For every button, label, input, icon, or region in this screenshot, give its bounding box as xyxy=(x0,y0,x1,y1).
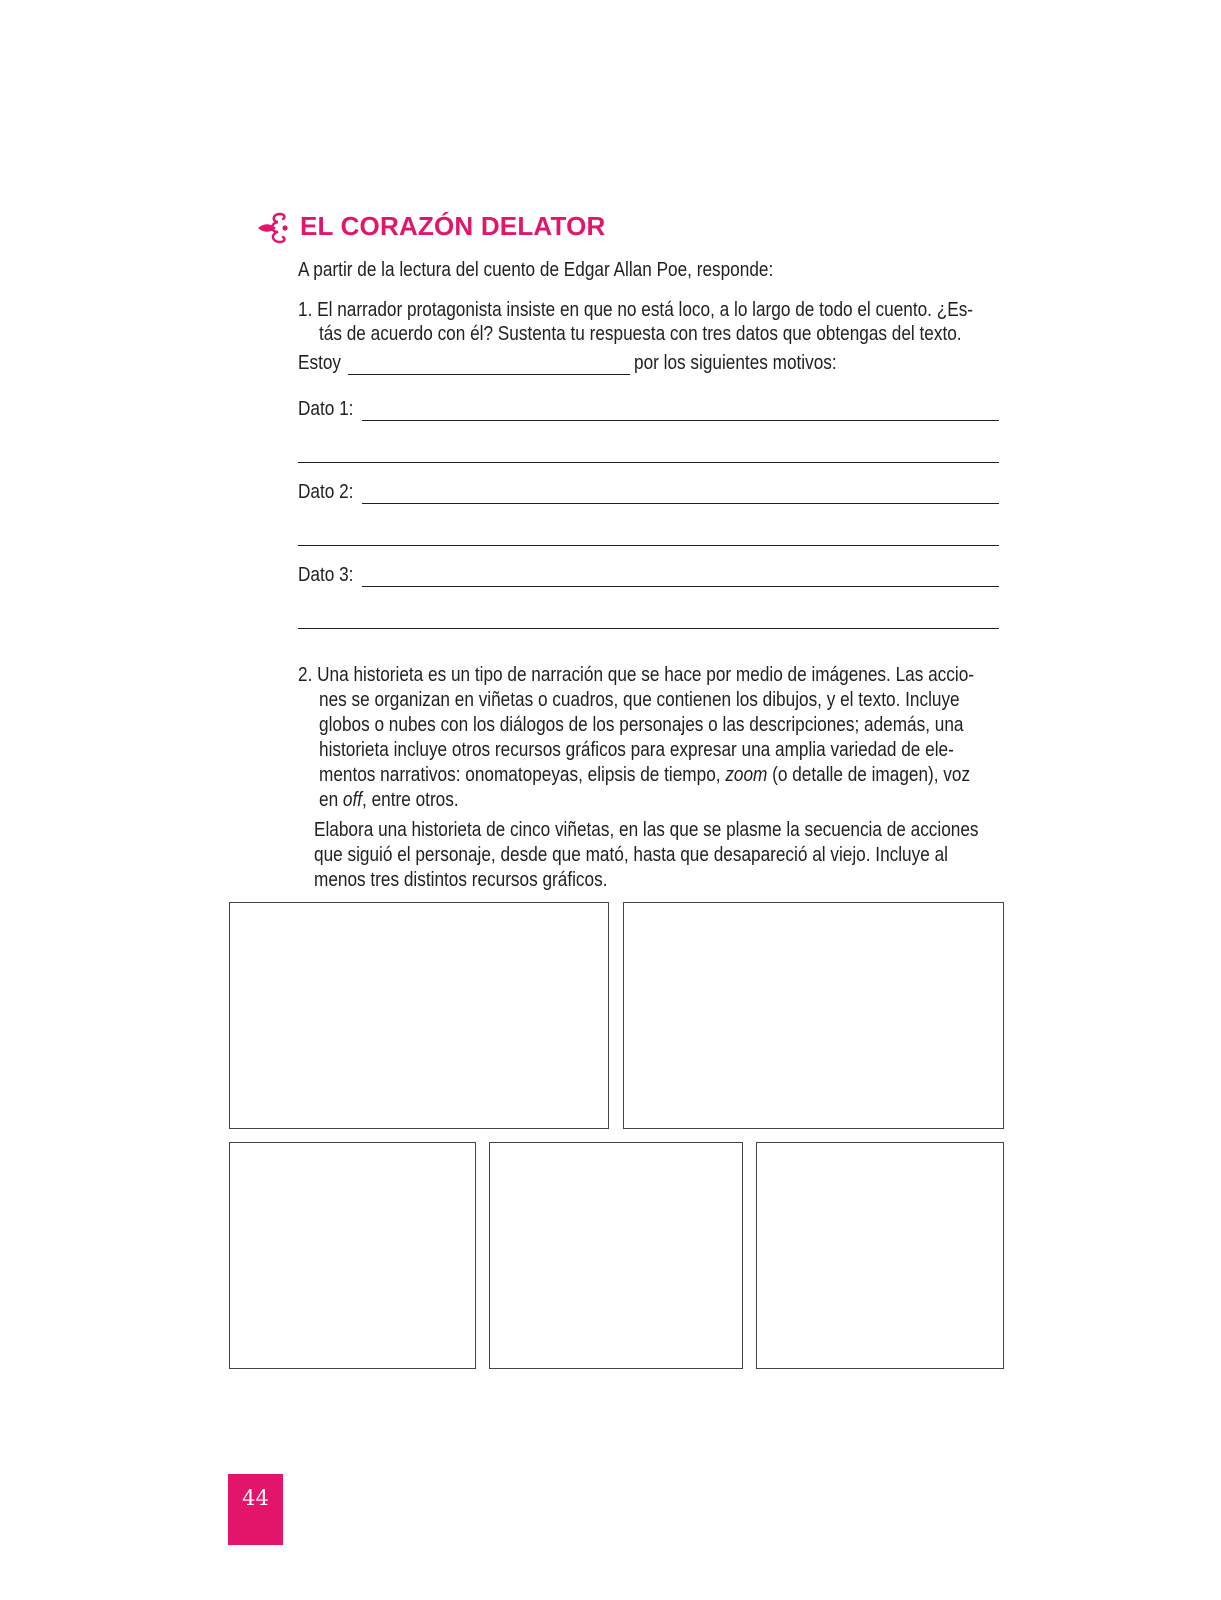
comic-panel-5[interactable] xyxy=(756,1142,1004,1369)
comic-panel-4[interactable] xyxy=(489,1142,743,1369)
dato-3-answer-line[interactable] xyxy=(362,586,999,587)
q2-line-1: 2. Una historieta es un tipo de narración que se hace por medio de imágenes. Las accio- xyxy=(298,664,974,686)
dato-3-label: Dato 3: xyxy=(298,564,354,586)
estoy-answer-line[interactable] xyxy=(348,374,630,375)
q2-line-4: historieta incluye otros recursos gráficos para expresar una amplia variedad de ele- xyxy=(319,739,954,761)
intro-text: A partir de la lectura del cuento de Edgar Allan Poe, responde: xyxy=(298,259,774,281)
comic-panel-2[interactable] xyxy=(623,902,1004,1129)
q2-line-2: nes se organizan en viñetas o cuadros, que contienen los dibujos, y el texto. Incluye xyxy=(319,689,960,711)
comic-panel-1[interactable] xyxy=(229,902,609,1129)
dato-2-answer-line-2[interactable] xyxy=(298,545,999,546)
q1-line-1: 1. El narrador protagonista insiste en que no está loco, a lo largo de todo el cuento. ¿Es- xyxy=(298,299,974,321)
comic-panel-3[interactable] xyxy=(229,1142,476,1369)
task-line-2: que siguió el personaje, desde que mató, hasta que desapareció al viejo. Incluye al xyxy=(314,844,948,866)
estoy-label: Estoy xyxy=(298,352,342,374)
page-number-box xyxy=(228,1474,283,1545)
q1-line-2: tás de acuerdo con él? Sustenta tu respuesta con tres datos que obtengas del texto. xyxy=(319,323,962,345)
off-term: off xyxy=(342,789,363,811)
dato-3-answer-line-2[interactable] xyxy=(298,628,999,629)
zoom-term: zoom xyxy=(725,764,768,786)
fleuron-icon xyxy=(256,210,290,246)
dato-2-label: Dato 2: xyxy=(298,481,354,503)
page-title: EL CORAZÓN DELATOR xyxy=(300,211,606,241)
q2-line-3: globos o nubes con los diálogos de los personajes o las descripciones; además, una xyxy=(319,714,964,736)
dato-1-answer-line-2[interactable] xyxy=(298,462,999,463)
task-line-1: Elabora una historieta de cinco viñetas, en las que se plasme la secuencia de acciones xyxy=(314,819,979,841)
q2-line-5: mentos narrativos: onomatopeyas, elipsis de tiempo, zoom (o detalle de imagen), voz xyxy=(319,764,971,786)
q2-line-6: en off, entre otros. xyxy=(319,789,459,811)
dato-1-label: Dato 1: xyxy=(298,398,354,420)
estoy-reason-label: por los siguientes motivos: xyxy=(634,352,837,374)
task-line-3: menos tres distintos recursos gráficos. xyxy=(314,869,608,891)
page-number: 44 xyxy=(242,1486,269,1510)
dato-2-answer-line[interactable] xyxy=(362,503,999,504)
dato-1-answer-line[interactable] xyxy=(362,420,999,421)
